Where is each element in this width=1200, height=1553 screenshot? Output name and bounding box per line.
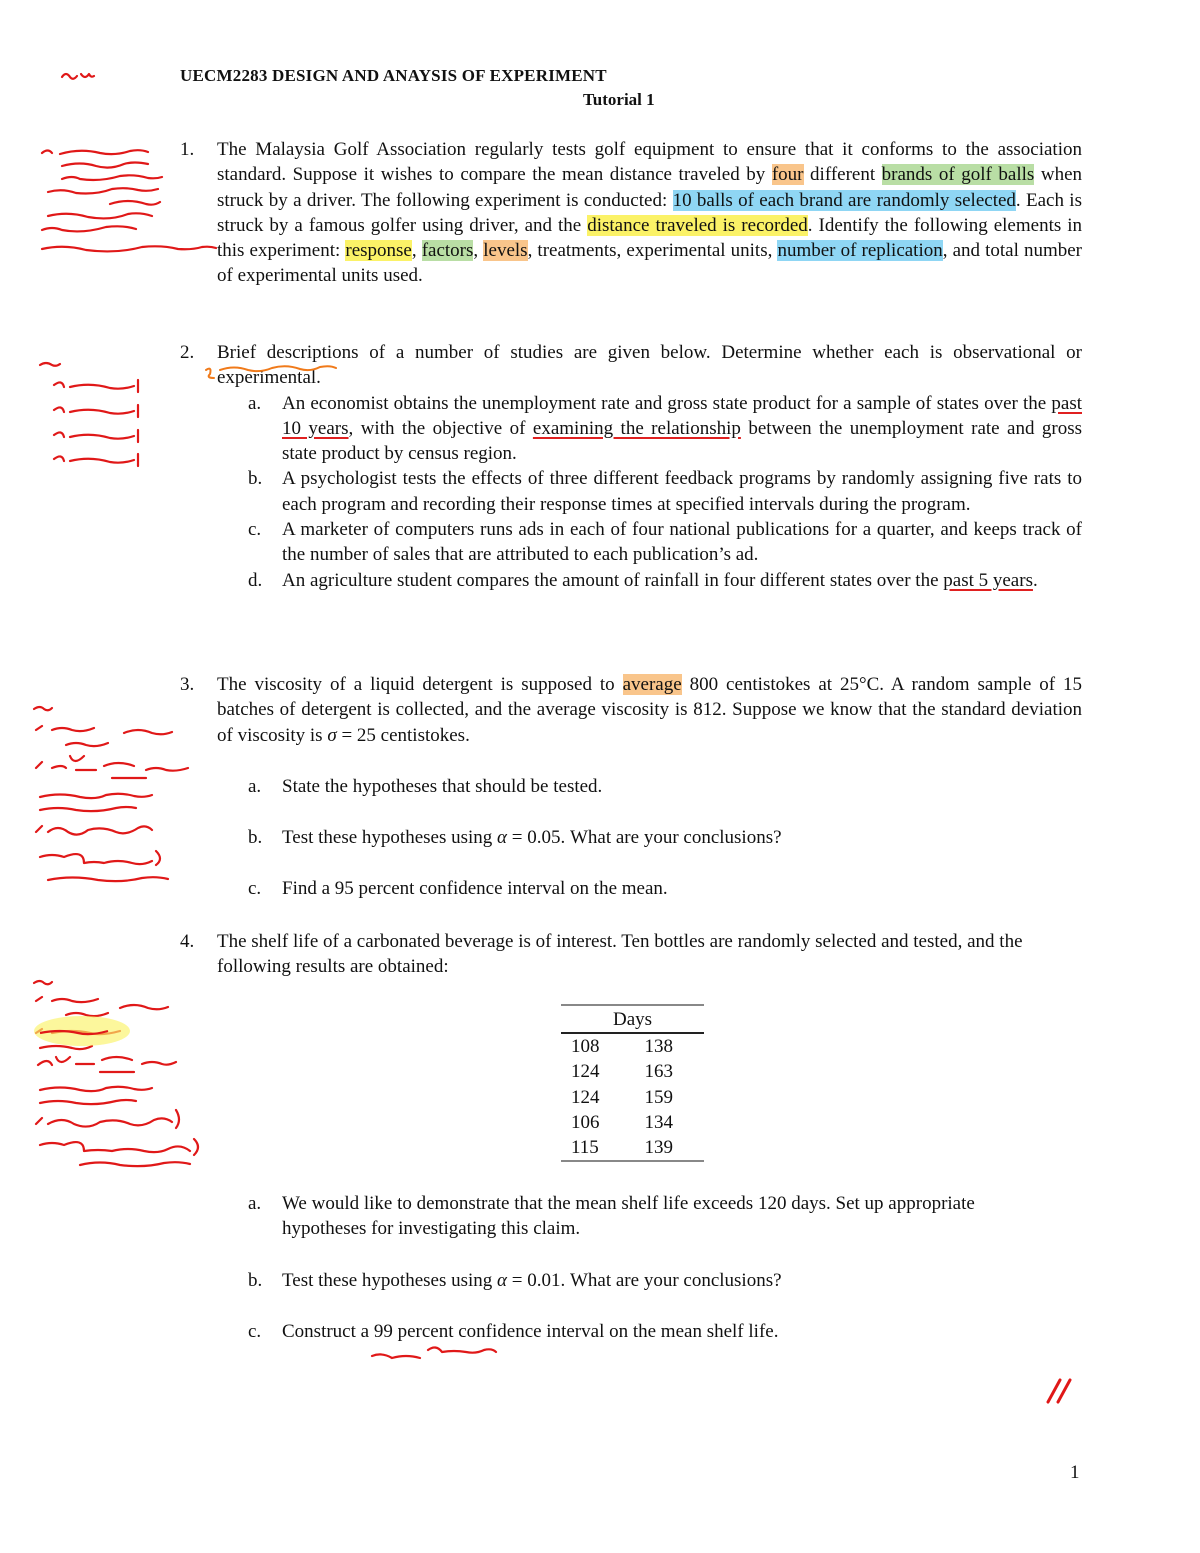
table-cell: 159	[644, 1086, 673, 1108]
text-segment: , with the objective of	[348, 417, 533, 439]
highlighted-text: distance traveled is recorded	[587, 214, 808, 236]
table-cell: 139	[644, 1137, 673, 1159]
text-segment: An agriculture student compares the amount of rainfall in four different states over the	[282, 569, 944, 591]
item-letter: d.	[248, 569, 263, 591]
question-number: 1.	[180, 139, 195, 160]
highlighted-text: brands of golf balls	[881, 164, 1035, 186]
question-4c: c. Construct a 99 percent confidence interval on the mean shelf life.	[248, 1320, 779, 1342]
question-3a: a. State the hypotheses that should be tested.	[248, 775, 603, 797]
highlighted-text: factors	[421, 240, 474, 262]
highlighted-text: number of replication	[777, 240, 943, 262]
question-3b: b. Test these hypotheses using α = 0.05. What are your conclusions?	[248, 827, 782, 849]
table-cell: 115	[571, 1137, 599, 1159]
highlighted-text: four	[771, 164, 804, 186]
question-2-text: Brief descriptions of a number of studies are given below. Determine whether each is observational or experimental.	[217, 342, 1082, 389]
underlined-text: past 10 years	[282, 392, 1082, 439]
text-segment: The viscosity of a liquid detergent is supposed to	[217, 674, 623, 695]
item-letter: c.	[248, 519, 262, 541]
text-segment: , and total number of experimental units used.	[217, 240, 1083, 287]
text-segment: . Each is struck by a famous golfer using driver, and the	[217, 189, 1082, 236]
page-title: UECM2283 DESIGN AND ANAYSIS OF EXPERIMENT	[180, 66, 607, 85]
text-segment: ,	[411, 240, 422, 262]
text-segment: An economist obtains the unemployment rate and gross state product for a sample of states over the	[282, 392, 1052, 414]
underlined-text: past 5 years	[943, 569, 1033, 591]
question-number: 4.	[180, 931, 195, 952]
text-segment: between the unemployment rate and gross state product by census region.	[282, 417, 1082, 465]
text-segment: .	[1032, 569, 1038, 591]
table-cell: 138	[644, 1036, 673, 1057]
text-segment: σ	[327, 724, 337, 746]
text-segment: A marketer of computers runs ads in each of four national publications for a quarter, and keeps track of the number of sales that are attributed to each publication’s ad.	[282, 519, 1082, 566]
underlined-text: examining the relationship	[532, 417, 741, 439]
highlighted-text: levels	[483, 240, 528, 262]
highlighted-text: response	[345, 240, 412, 262]
page-subtitle: Tutorial 1	[583, 90, 655, 109]
text-segment: A psychologist tests the effects of three different feedback programs by randomly assigning five rats to each program and recording their response times at specified intervals during the program.	[282, 468, 1082, 515]
question-4a: a. We would like to demonstrate that the mean shelf life exceeds 120 days. Set up appropriate hypotheses for investigating this claim.	[248, 1193, 975, 1240]
question-4b: b. Test these hypotheses using α = 0.01. What are your conclusions?	[248, 1269, 782, 1291]
table-header: Days	[561, 1006, 704, 1034]
table-cell: 124	[571, 1061, 600, 1083]
table-cell: 124	[571, 1086, 600, 1108]
question-number: 2.	[180, 342, 195, 363]
table-cell: 106	[571, 1111, 600, 1133]
text-segment: different	[803, 164, 882, 186]
text-segment: The Malaysia Golf Association regularly tests golf equipment to ensure that it conforms to the association standard. Suppose it wishes to compare the mean distance traveled by	[217, 139, 1082, 186]
item-letter: a.	[248, 392, 262, 414]
table-cell: 134	[644, 1111, 673, 1133]
item-letter: b.	[248, 468, 263, 490]
table-cell: 108	[571, 1036, 600, 1057]
highlighted-text: average	[622, 674, 682, 695]
question-4-text: The shelf life of a carbonated beverage is of interest. Ten bottles are randomly selected and tested, and the following results are obtained:	[217, 931, 1023, 978]
text-segment: when struck by a driver. The following experiment is conducted:	[217, 164, 1083, 211]
text-segment: 800 centistokes at 25°C. A random sample of 15 batches of detergent is collected, and the average viscosity is 812. Suppose we know that the standard deviation of viscosity is	[217, 674, 1082, 746]
text-segment: , treatments, experimental units,	[527, 240, 778, 262]
question-number: 3.	[180, 674, 195, 695]
question-3c: c. Find a 95 percent confidence interval on the mean.	[248, 878, 668, 900]
table-cell: 163	[644, 1061, 673, 1083]
text-segment: = 25 centistokes.	[336, 724, 470, 746]
highlighted-text: 10 balls of each brand are randomly selected	[672, 189, 1016, 211]
text-segment: . Identify the following elements in this experiment:	[217, 214, 1083, 262]
page-number: 1	[1070, 1462, 1080, 1483]
text-segment: ,	[473, 240, 484, 262]
